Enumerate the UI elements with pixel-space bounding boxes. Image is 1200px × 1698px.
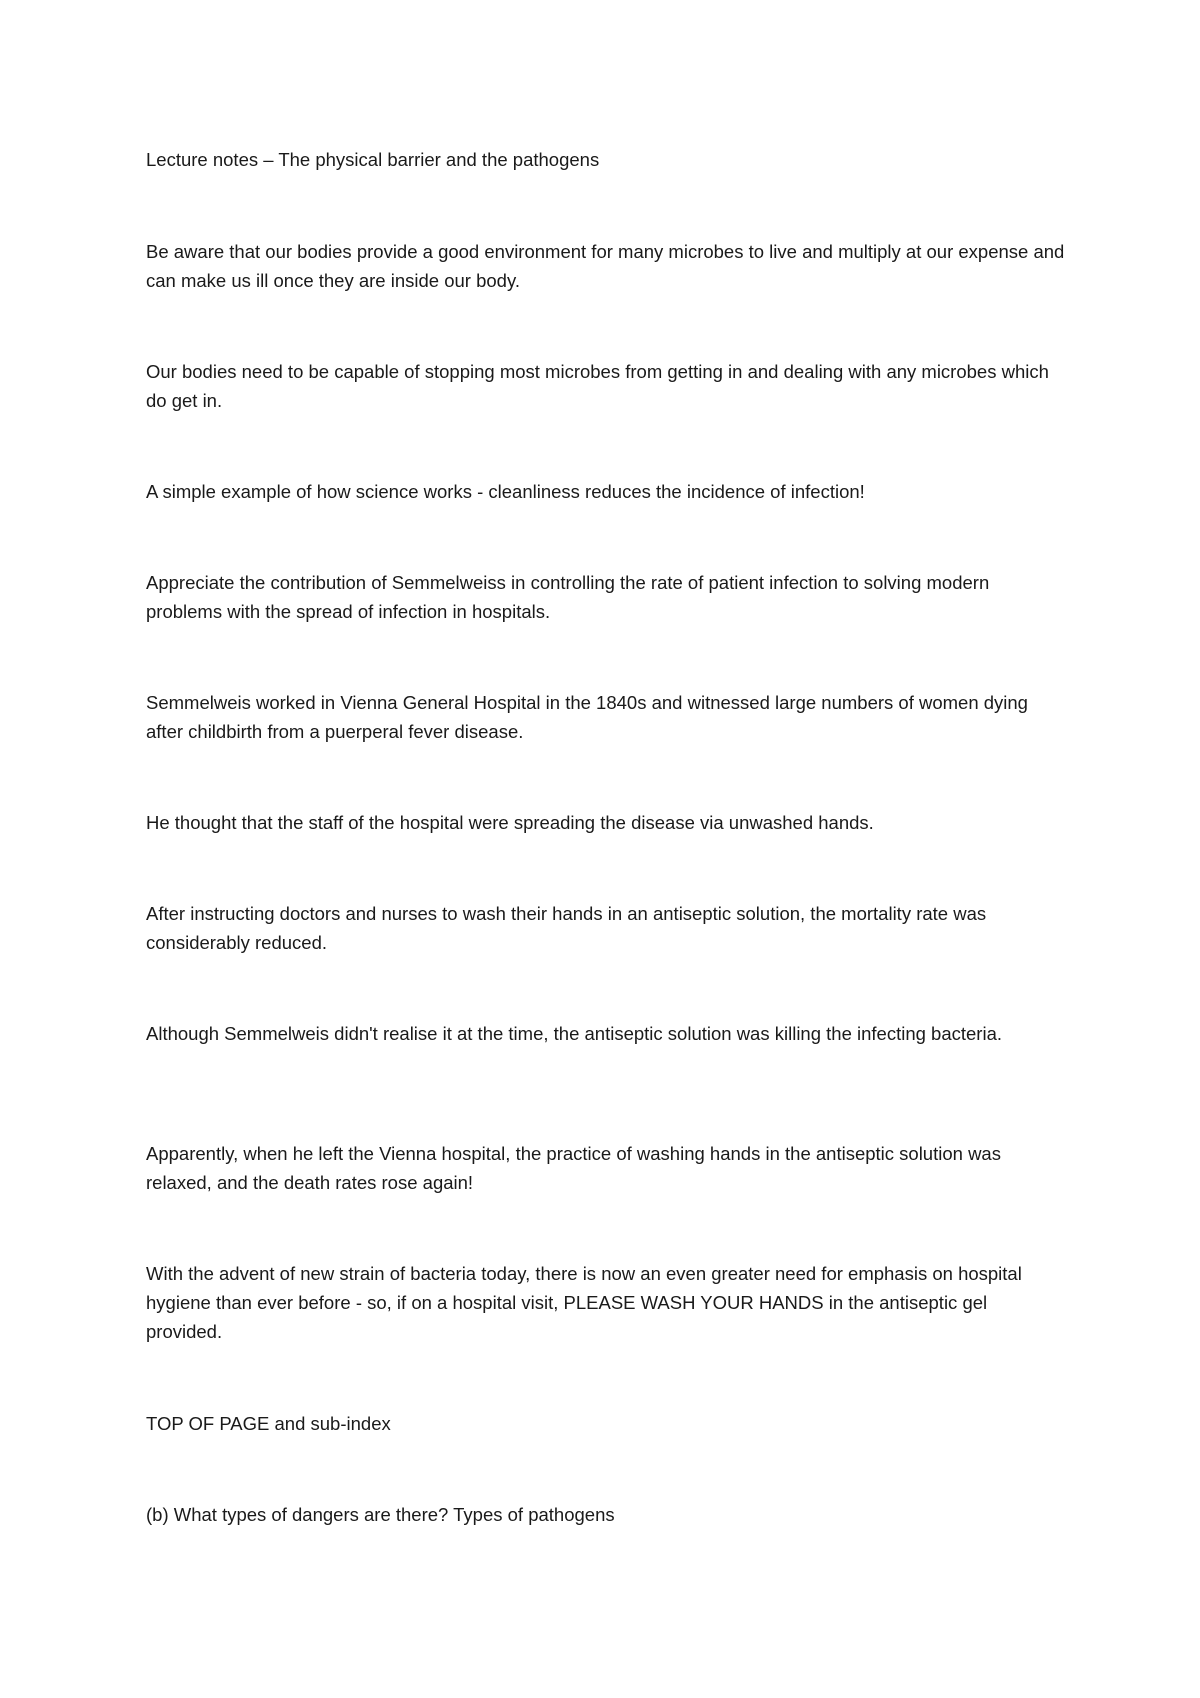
paragraph-semmelweiss-contribution: Appreciate the contribution of Semmelweiss in controlling the rate of patient infection to solving modern problems with the spread of infection in hospitals.	[146, 572, 990, 622]
paragraph-unwashed-hands: He thought that the staff of the hospital were spreading the disease via unwashed hands.	[146, 812, 874, 833]
paragraph-science-example: A simple example of how science works - cleanliness reduces the incidence of infection!	[146, 481, 865, 502]
paragraph-hospital-hygiene: With the advent of new strain of bacteria today, there is now an even greater need for emphasis on hospital hygiene than ever before - so, if on a hospital visit, PLEASE WASH YOUR HANDS in the antiseptic gel provided.	[146, 1263, 1022, 1342]
top-of-page-link[interactable]: TOP OF PAGE and sub-index	[146, 1413, 391, 1434]
paragraph-stopping-microbes: Our bodies need to be capable of stopping most microbes from getting in and dealing with any microbes which do get in.	[146, 361, 1049, 411]
paragraph-vienna-hospital: Semmelweis worked in Vienna General Hospital in the 1840s and witnessed large numbers of women dying after childbirth from a puerperal fever disease.	[146, 692, 1028, 742]
paragraph-practice-relaxed: Apparently, when he left the Vienna hospital, the practice of washing hands in the antiseptic solution was relaxed, and the death rates rose again!	[146, 1143, 1001, 1193]
paragraph-killing-bacteria: Although Semmelweis didn't realise it at the time, the antiseptic solution was killing the infecting bacteria.	[146, 1023, 1003, 1044]
next-section-heading: (b) What types of dangers are there? Types of pathogens	[146, 1504, 615, 1525]
document-title: Lecture notes – The physical barrier and the pathogens	[146, 149, 600, 170]
paragraph-microbes-environment: Be aware that our bodies provide a good environment for many microbes to live and multiply at our expense and can make us ill once they are inside our body.	[146, 241, 1065, 291]
paragraph-antiseptic-solution: After instructing doctors and nurses to wash their hands in an antiseptic solution, the mortality rate was considerably reduced.	[146, 903, 987, 953]
